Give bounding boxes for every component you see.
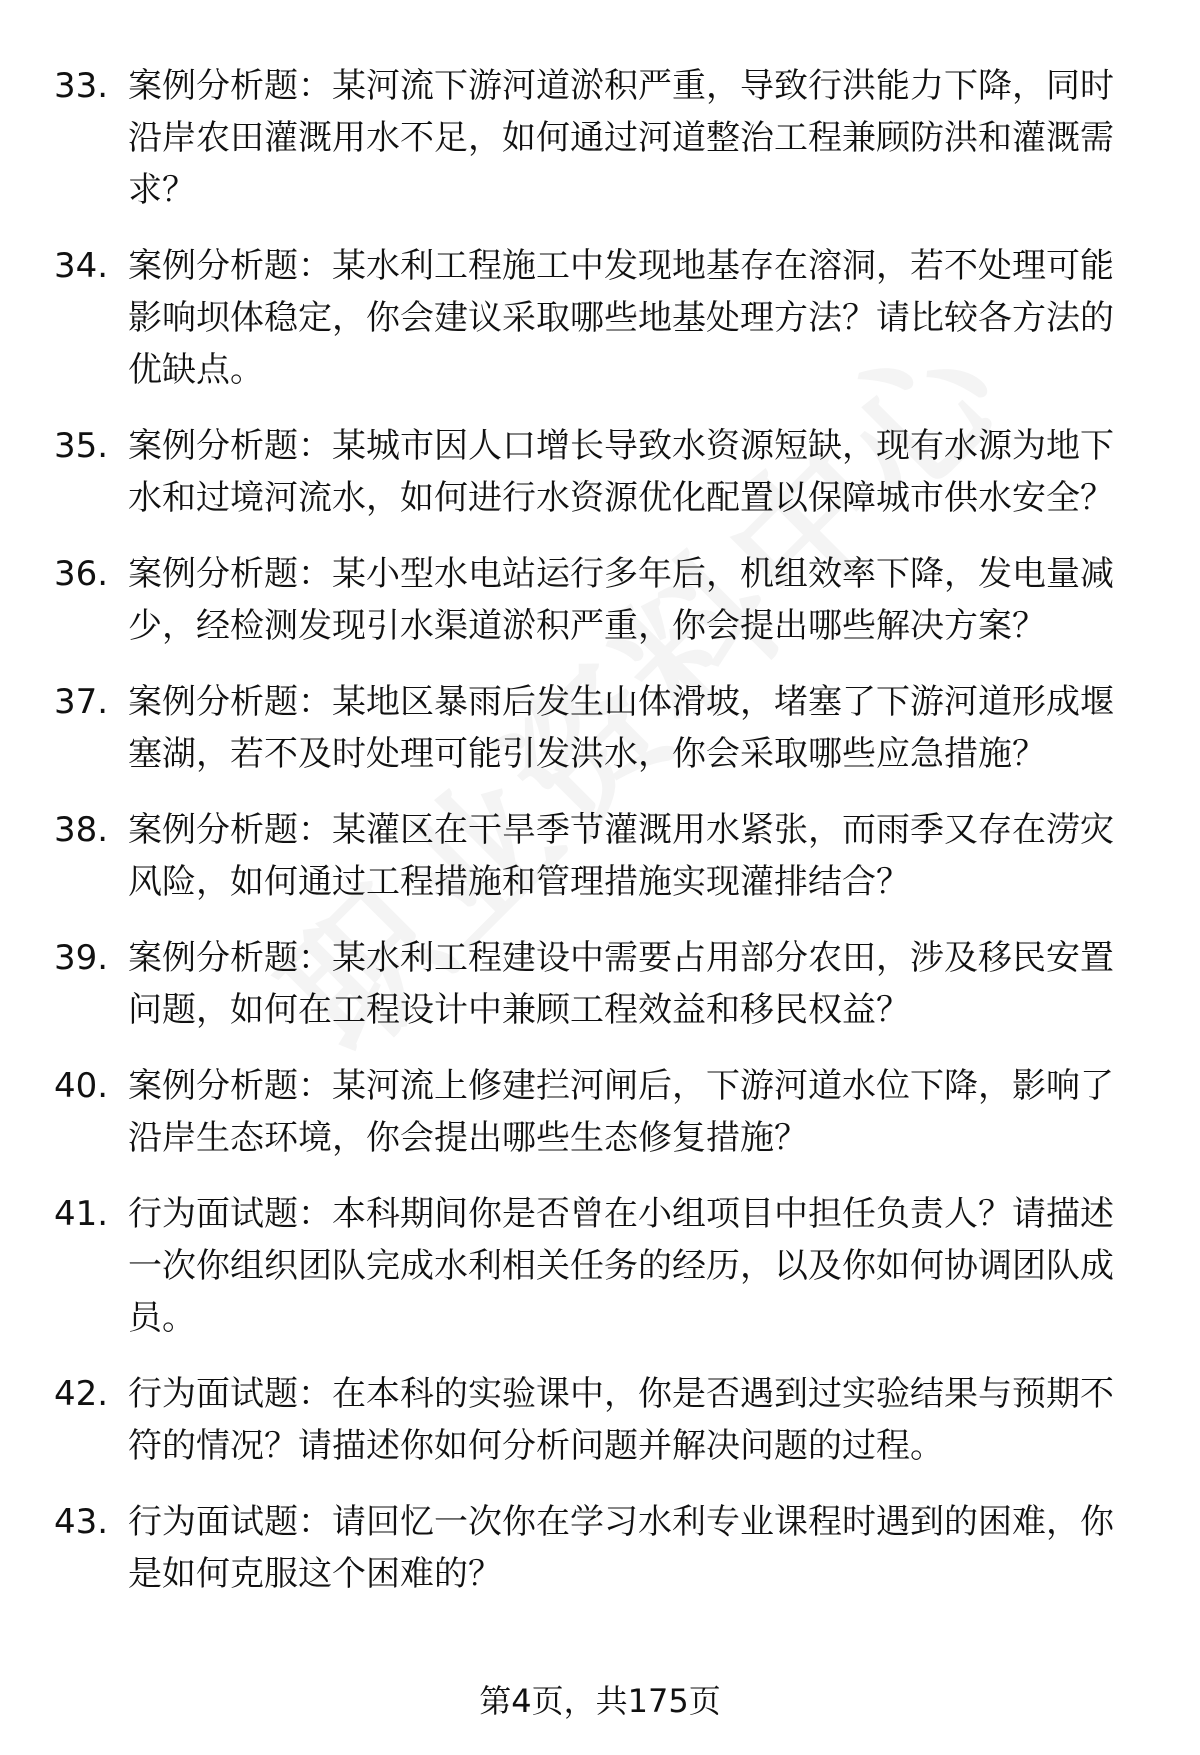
question-item [0, 1496, 1200, 1600]
question-item [0, 1060, 1200, 1164]
question-number: 41. [54, 1194, 109, 1234]
question-text: 案例分析题：某河流上修建拦河闸后，下游河道水位下降，影响了沿岸生态环境，你会提出哪些生态修复措施？ [128, 1066, 1114, 1158]
question-number: 40. [54, 1066, 109, 1106]
question-text: 案例分析题：某河流下游河道淤积严重，导致行洪能力下降，同时沿岸农田灌溉用水不足，如何通过河道整治工程兼顾防洪和灌溉需求？ [128, 66, 1114, 210]
question-item [0, 1368, 1200, 1472]
question-number: 35. [54, 426, 109, 466]
page-footer: 第4页，共175页 [479, 1682, 721, 1720]
question-item [0, 420, 1200, 524]
question-text: 行为面试题：在本科的实验课中，你是否遇到过实验结果与预期不符的情况？请描述你如何分析问题并解决问题的过程。 [128, 1374, 1114, 1466]
question-text: 案例分析题：某灌区在干旱季节灌溉用水紧张，而雨季又存在涝灾风险，如何通过工程措施和管理措施实现灌排结合？ [128, 810, 1114, 902]
question-text: 行为面试题：本科期间你是否曾在小组项目中担任负责人？请描述一次你组织团队完成水利相关任务的经历，以及你如何协调团队成员。 [128, 1194, 1114, 1338]
question-item [0, 804, 1200, 908]
question-item [0, 676, 1200, 780]
question-item [0, 60, 1200, 216]
question-text: 案例分析题：某水利工程建设中需要占用部分农田，涉及移民安置问题，如何在工程设计中兼顾工程效益和移民权益？ [128, 938, 1114, 1030]
question-text: 案例分析题：某城市因人口增长导致水资源短缺，现有水源为地下水和过境河流水，如何进行水资源优化配置以保障城市供水安全？ [128, 426, 1114, 518]
question-number: 37. [54, 682, 109, 722]
question-number: 42. [54, 1374, 109, 1414]
question-item [0, 932, 1200, 1036]
question-number: 43. [54, 1502, 109, 1542]
question-number: 38. [54, 810, 109, 850]
question-item [0, 1188, 1200, 1344]
question-item [0, 240, 1200, 396]
question-text: 案例分析题：某水利工程施工中发现地基存在溶洞，若不处理可能影响坝体稳定，你会建议采取哪些地基处理方法？请比较各方法的优缺点。 [128, 246, 1114, 390]
question-number: 33. [54, 66, 109, 106]
question-number: 39. [54, 938, 109, 978]
question-number: 36. [54, 554, 109, 594]
question-text: 案例分析题：某地区暴雨后发生山体滑坡，堵塞了下游河道形成堰塞湖，若不及时处理可能引发洪水，你会采取哪些应急措施？ [128, 682, 1114, 774]
question-text: 案例分析题：某小型水电站运行多年后，机组效率下降，发电量减少，经检测发现引水渠道淤积严重，你会提出哪些解决方案？ [128, 554, 1114, 646]
question-item [0, 548, 1200, 652]
question-text: 行为面试题：请回忆一次你在学习水利专业课程时遇到的困难，你是如何克服这个困难的？ [128, 1502, 1114, 1594]
question-number: 34. [54, 246, 109, 286]
question-list [0, 60, 1200, 1624]
